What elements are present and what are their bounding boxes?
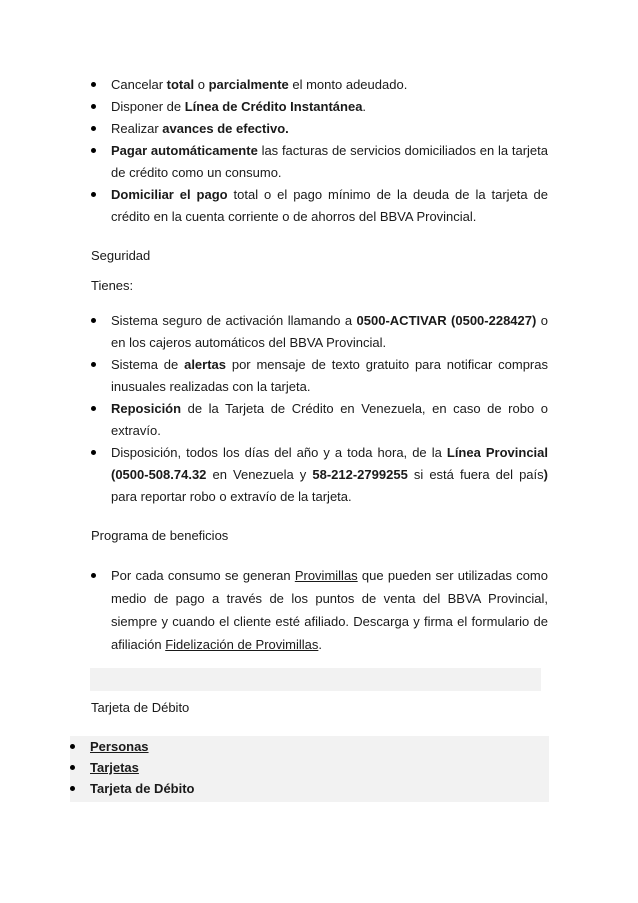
bullet-icon [70, 765, 75, 770]
bullet-icon [91, 362, 96, 367]
fidelizacion-link[interactable]: Fidelización de Provimillas [165, 637, 319, 652]
list-item: Disposición, todos los días del año y a toda hora, de la Línea Provincial (0500-508.74.32 en Venezuela y 58-212-2799255 si está fuera del país) para reportar robo o extravío de la tarjeta. [91, 442, 548, 508]
debit-heading: Tarjeta de Débito [91, 700, 190, 715]
list-item: Domiciliar el pago total o el pago mínimo de la deuda de la tarjeta de crédito en la cuenta corriente o de ahorros del BBVA Provincial. [91, 184, 548, 228]
tienes-label: Tienes: [91, 278, 134, 293]
features-list [91, 74, 548, 228]
breadcrumb-item[interactable] [70, 757, 549, 778]
security-list [91, 310, 548, 508]
bullet-icon [91, 104, 96, 109]
bullet-icon [91, 192, 96, 197]
breadcrumb-item[interactable] [70, 736, 549, 757]
breadcrumb-link-personas[interactable]: Personas [90, 739, 149, 754]
list-item: Pagar automáticamente las facturas de servicios domiciliados en la tarjeta de crédito como un consumo. [91, 140, 548, 184]
benefits-list [91, 564, 548, 656]
list-item: Realizar avances de efectivo. [91, 118, 548, 140]
breadcrumb-item [70, 778, 549, 799]
breadcrumb [70, 736, 549, 799]
breadcrumb-current: Tarjeta de Débito [90, 781, 195, 796]
security-heading: Seguridad [91, 248, 151, 263]
bullet-icon [91, 450, 96, 455]
bullet-icon [91, 82, 96, 87]
bullet-icon [70, 744, 75, 749]
bullet-icon [91, 318, 96, 323]
list-item: Por cada consumo se generan Provimillas que pueden ser utilizadas como medio de pago a través de los puntos de venta del BBVA Provincial, siempre y cuando el cliente esté afiliado. Descarga y firma el formulario de afiliación Fidelización de Provimillas. [91, 564, 548, 656]
provimillas-link[interactable]: Provimillas [294, 568, 358, 583]
bullet-icon [91, 406, 96, 411]
list-item: Sistema seguro de activación llamando a 0500-ACTIVAR (0500-228427) o en los cajeros automáticos del BBVA Provincial. [91, 310, 548, 354]
separator-bar [90, 668, 541, 691]
bullet-icon [91, 126, 96, 131]
bullet-icon [91, 573, 96, 578]
list-item: Cancelar total o parcialmente el monto adeudado. [91, 74, 548, 96]
benefits-heading: Programa de beneficios [91, 528, 229, 543]
list-item: Disponer de Línea de Crédito Instantánea. [91, 96, 548, 118]
bullet-icon [91, 148, 96, 153]
bullet-icon [70, 786, 75, 791]
list-item: Sistema de alertas por mensaje de texto gratuito para notificar compras inusuales realizadas con la tarjeta. [91, 354, 548, 398]
list-item: Reposición de la Tarjeta de Crédito en Venezuela, en caso de robo o extravío. [91, 398, 548, 442]
breadcrumb-link-tarjetas[interactable]: Tarjetas [90, 760, 139, 775]
